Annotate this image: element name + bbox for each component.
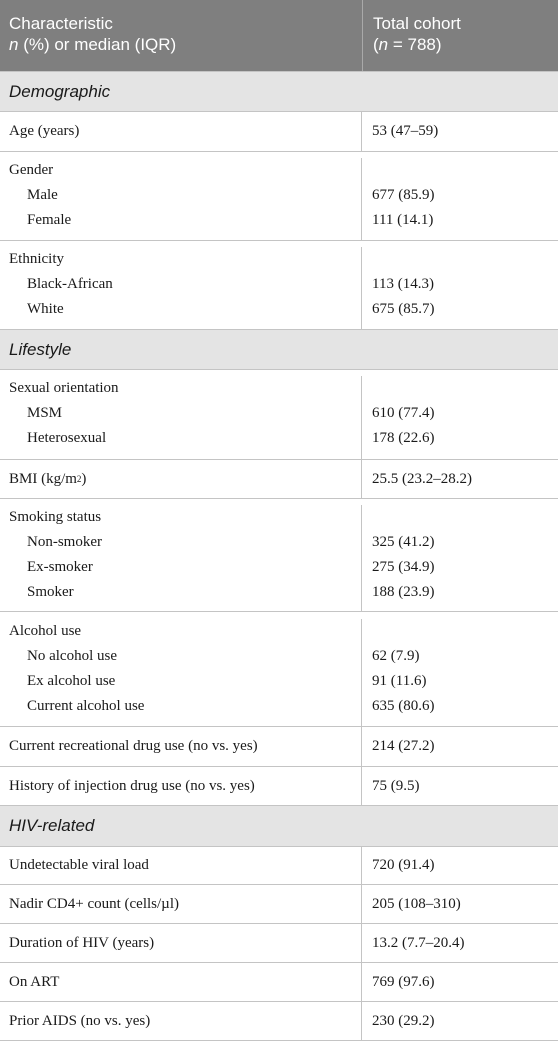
label-viral-load: Undetectable viral load — [9, 857, 149, 873]
label-gender: Gender — [9, 162, 54, 178]
row-smoking — [0, 498, 558, 611]
value-duration-hiv: 13.2 (7.7–20.4) — [372, 934, 465, 951]
header-total-title: Total cohort — [373, 14, 461, 33]
label-current-alcohol: Current alcohol use — [27, 698, 145, 714]
header-n-italic: n — [9, 35, 19, 54]
bmi-label-text: BMI (kg/m — [9, 470, 77, 487]
value-black-african: 113 (14.3) — [372, 276, 434, 292]
label-ex-smoker: Ex-smoker — [27, 559, 93, 575]
value-injection-drug: 75 (9.5) — [372, 777, 420, 794]
label-sexual-orientation: Sexual orientation — [9, 380, 119, 396]
header-characteristic-subtitle — [9, 34, 362, 55]
label-on-art: On ART — [9, 973, 60, 990]
table-header — [0, 0, 558, 71]
value-smoker: 188 (23.9) — [372, 584, 435, 600]
row-alcohol — [0, 611, 558, 726]
label-injection-drug: History of injection drug use (no vs. yes) — [9, 777, 255, 794]
label-heterosexual: Heterosexual — [27, 430, 107, 446]
value-current-alcohol: 635 (80.6) — [372, 698, 435, 714]
value-viral-load: 720 (91.4) — [372, 857, 435, 873]
label-smoking: Smoking status — [9, 509, 102, 525]
label-alcohol: Alcohol use — [9, 623, 82, 639]
header-characteristic — [0, 0, 362, 71]
value-white: 675 (85.7) — [372, 301, 435, 317]
value-nadir-cd4: 205 (108–310) — [372, 895, 461, 912]
row-nadir-cd4 — [0, 884, 558, 923]
label-age: Age (years) — [9, 123, 80, 139]
value-no-alcohol: 62 (7.9) — [372, 648, 420, 664]
label-prior-aids: Prior AIDS (no vs. yes) — [9, 1012, 151, 1029]
row-gender — [0, 151, 558, 240]
section-hiv-related: HIV-related — [0, 805, 558, 846]
value-non-smoker: 325 (41.2) — [372, 534, 435, 550]
header-total-n-italic: n — [378, 35, 389, 54]
row-age — [0, 111, 558, 151]
label-ex-alcohol: Ex alcohol use — [27, 673, 116, 689]
row-on-art — [0, 962, 558, 1001]
value-male: 677 (85.9) — [372, 187, 435, 203]
label-female: Female — [27, 212, 72, 228]
row-viral-load — [0, 846, 558, 884]
section-lifestyle: Lifestyle — [0, 329, 558, 369]
label-non-smoker: Non-smoker — [27, 534, 102, 550]
row-sexual-orientation — [0, 369, 558, 459]
label-black-african: Black-African — [27, 276, 113, 292]
value-heterosexual: 178 (22.6) — [372, 430, 435, 446]
row-ethnicity — [0, 240, 558, 329]
row-recreational-drug — [0, 726, 558, 766]
header-total-subtitle — [373, 34, 558, 55]
value-female: 111 (14.1) — [372, 212, 434, 228]
label-male: Male — [27, 187, 58, 203]
value-ex-smoker: 275 (34.9) — [372, 559, 435, 575]
row-injection-drug — [0, 766, 558, 805]
header-total-n-rest: = 788) — [388, 35, 442, 54]
value-prior-aids: 230 (29.2) — [372, 1012, 435, 1029]
label-nadir-cd4: Nadir CD4+ count (cells/µl) — [9, 895, 179, 912]
header-characteristic-title: Characteristic — [9, 14, 113, 33]
row-duration-hiv — [0, 923, 558, 962]
header-paren: ( — [373, 35, 379, 54]
label-duration-hiv: Duration of HIV (years) — [9, 934, 155, 951]
header-total-cohort — [362, 0, 558, 71]
row-bmi — [0, 459, 558, 498]
value-ex-alcohol: 91 (11.6) — [372, 673, 427, 689]
label-white: White — [27, 301, 64, 317]
value-recreational-drug: 214 (27.2) — [372, 738, 435, 754]
value-bmi: 25.5 (23.2–28.2) — [372, 470, 472, 487]
label-msm: MSM — [27, 405, 63, 421]
label-bmi: BMI (kg/m 2 ) — [9, 470, 87, 487]
header-n-rest: (%) or median (IQR) — [18, 35, 177, 54]
label-no-alcohol: No alcohol use — [27, 648, 117, 664]
section-demographic: Demographic — [0, 71, 558, 111]
label-ethnicity: Ethnicity — [9, 251, 64, 267]
row-prior-aids — [0, 1001, 558, 1040]
bmi-label-close: ) — [81, 470, 87, 487]
label-recreational-drug: Current recreational drug use (no vs. yes) — [9, 738, 258, 754]
label-smoker: Smoker — [27, 584, 74, 600]
value-msm: 610 (77.4) — [372, 405, 435, 421]
value-on-art: 769 (97.6) — [372, 973, 435, 990]
value-age: 53 (47–59) — [372, 123, 439, 139]
